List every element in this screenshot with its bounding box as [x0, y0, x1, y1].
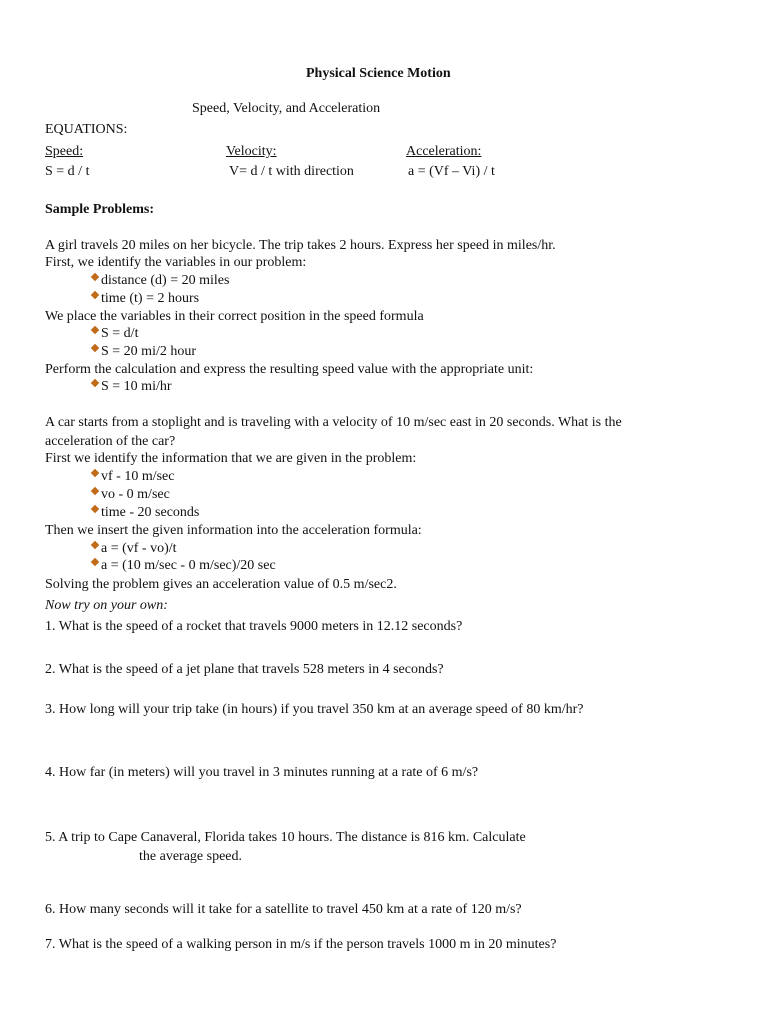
question-6: 6. How many seconds will it take for a satellite to travel 450 km at a rate of 120 m/s? [45, 902, 522, 917]
problem1-bullet-5: S = 10 mi/hr [92, 378, 172, 396]
diamond-bullet-icon [91, 379, 99, 387]
diamond-bullet-icon [91, 291, 99, 299]
problem1-bullet-3: S = d/t [92, 325, 138, 343]
page-subtitle: Speed, Velocity, and Acceleration [192, 101, 381, 116]
diamond-bullet-icon [91, 326, 99, 334]
problem1-step3: Perform the calculation and express the resulting speed value with the appropriate unit: [45, 362, 534, 377]
problem2-statement-line1: A car starts from a stoplight and is traveling with a velocity of 10 m/sec east in 20 seconds. What is the [45, 415, 622, 430]
problem2-step1: First we identify the information that we are given in the problem: [45, 451, 417, 466]
question-5-continuation: the average speed. [139, 849, 242, 864]
diamond-bullet-icon [91, 505, 99, 513]
acceleration-equation-label: Acceleration: [406, 144, 482, 159]
problem2-bullet-4: a = (vf - vo)/t [92, 540, 177, 558]
problem2-bullet-1: vf - 10 m/sec [92, 468, 174, 486]
try-on-your-own-heading: Now try on your own: [45, 598, 168, 613]
diamond-bullet-icon [91, 273, 99, 281]
problem1-bullet-2: time (t) = 2 hours [92, 290, 199, 308]
question-5: 5. A trip to Cape Canaveral, Florida takes 10 hours. The distance is 816 km. Calculate [45, 830, 526, 845]
problem2-result: Solving the problem gives an acceleration value of 0.5 m/sec2. [45, 577, 397, 592]
speed-equation: S = d / t [45, 164, 90, 179]
diamond-bullet-icon [91, 469, 99, 477]
velocity-equation-label: Velocity: [226, 144, 277, 159]
question-1: 1. What is the speed of a rocket that travels 9000 meters in 12.12 seconds? [45, 619, 463, 634]
problem2-bullet-5: a = (10 m/sec - 0 m/sec)/20 sec [92, 557, 276, 575]
sample-problems-heading: Sample Problems: [45, 202, 155, 217]
page-title: Physical Science Motion [306, 66, 451, 81]
problem2-bullet-3: time - 20 seconds [92, 504, 199, 522]
question-3: 3. How long will your trip take (in hours) if you travel 350 km at an average speed of 80 km/hr? [45, 702, 584, 717]
problem1-statement: A girl travels 20 miles on her bicycle. The trip takes 2 hours. Express her speed in miles/hr. [45, 238, 556, 253]
diamond-bullet-icon [91, 487, 99, 495]
diamond-bullet-icon [91, 558, 99, 566]
question-7: 7. What is the speed of a walking person in m/s if the person travels 1000 m in 20 minutes? [45, 937, 557, 952]
equations-heading: EQUATIONS: [45, 122, 128, 137]
velocity-equation: V= d / t with direction [229, 164, 354, 179]
problem1-step1: First, we identify the variables in our problem: [45, 255, 307, 270]
diamond-bullet-icon [91, 344, 99, 352]
problem2-statement-line2: acceleration of the car? [45, 434, 176, 449]
diamond-bullet-icon [91, 541, 99, 549]
problem2-step2: Then we insert the given information into the acceleration formula: [45, 523, 422, 538]
problem2-bullet-2: vo - 0 m/sec [92, 486, 170, 504]
problem1-step2: We place the variables in their correct position in the speed formula [45, 309, 424, 324]
speed-equation-label: Speed: [45, 144, 84, 159]
problem1-bullet-1: distance (d) = 20 miles [92, 272, 229, 290]
question-4: 4. How far (in meters) will you travel in 3 minutes running at a rate of 6 m/s? [45, 765, 479, 780]
problem1-bullet-4: S = 20 mi/2 hour [92, 343, 196, 361]
question-2: 2. What is the speed of a jet plane that travels 528 meters in 4 seconds? [45, 662, 444, 677]
acceleration-equation: a = (Vf – Vi) / t [408, 164, 495, 179]
